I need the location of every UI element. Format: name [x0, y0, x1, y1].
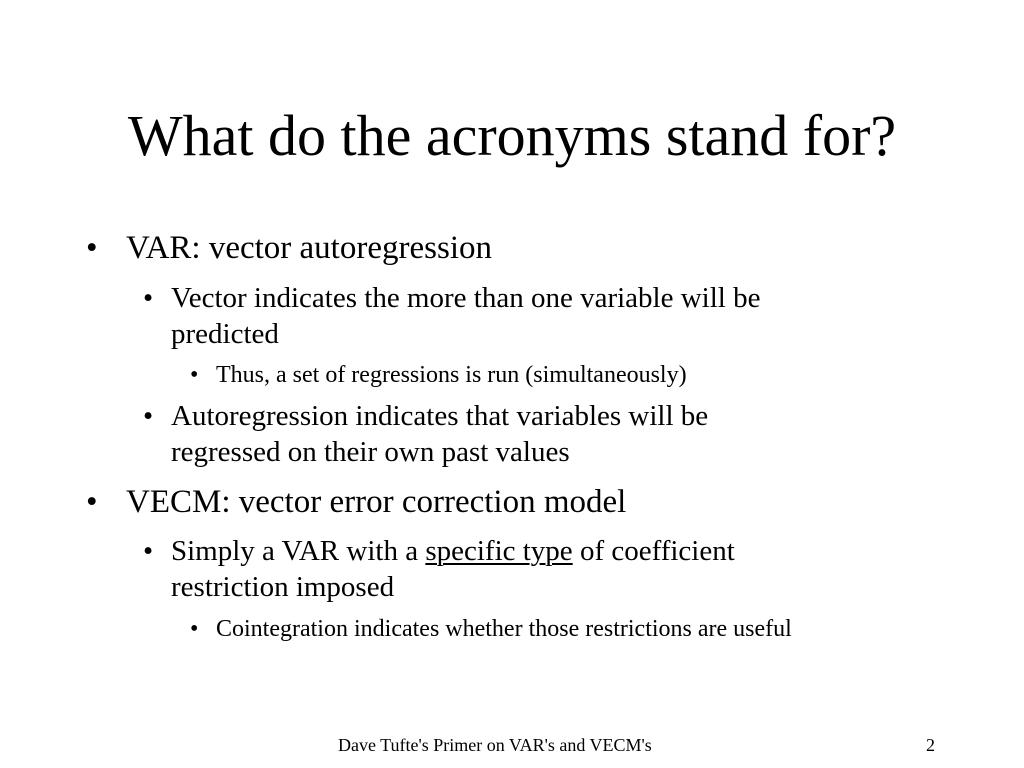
bullet-text: VAR: vector autoregression — [126, 230, 492, 266]
slide-footer: Dave Tufte's Primer on VAR's and VECM's — [338, 735, 652, 755]
bullet-text-line2: restriction imposed — [171, 571, 395, 603]
bullet-icon: • — [143, 535, 154, 567]
bullet-icon: • — [190, 616, 199, 642]
page-number: 2 — [926, 735, 935, 755]
text-segment: of coefficient — [572, 535, 735, 567]
bullet-icon: • — [190, 362, 199, 388]
slide-title: What do the acronyms stand for? — [127, 103, 897, 168]
bullet-text-line1: Autoregression indicates that variables will be — [171, 400, 709, 432]
specific-type-link[interactable]: specific type — [425, 535, 573, 567]
bullet-text: Cointegration indicates whether those restrictions are useful — [216, 616, 792, 642]
bullet-text: Thus, a set of regressions is run (simultaneously) — [216, 362, 687, 388]
bullet-text: VECM: vector error correction model — [126, 484, 627, 520]
text-segment: Simply a VAR with a — [171, 535, 426, 567]
bullet-icon: • — [143, 400, 154, 432]
bullet-text-line2: regressed on their own past values — [171, 436, 570, 468]
bullet-icon: • — [143, 282, 154, 314]
bullet-icon: • — [86, 230, 98, 266]
bullet-text-line2: predicted — [171, 318, 279, 350]
bullet-text-line1 — [171, 533, 735, 569]
bullet-text-line1: Vector indicates the more than one variable will be — [171, 282, 761, 314]
bullet-icon: • — [86, 484, 98, 520]
